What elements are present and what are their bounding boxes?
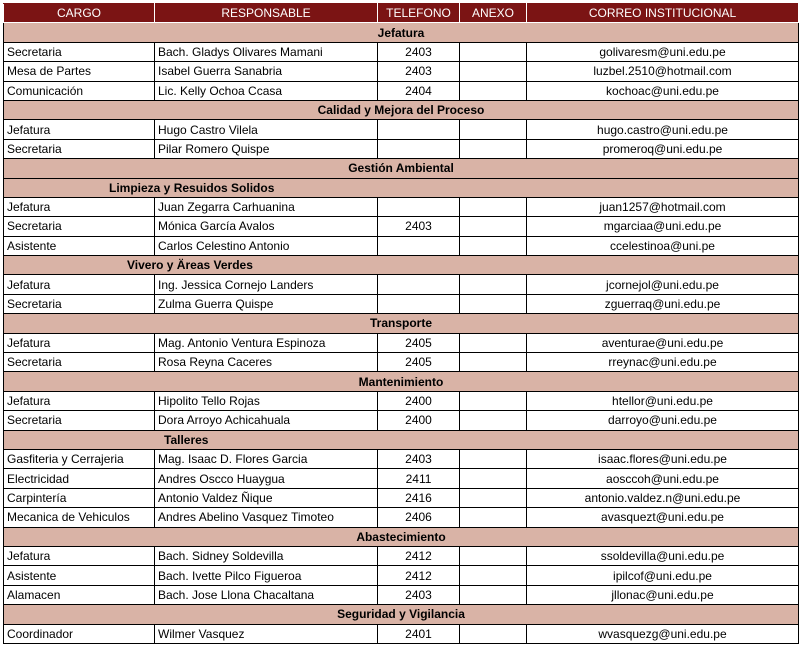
col-header-responsable: RESPONSABLE: [155, 4, 378, 23]
cell-anexo: [460, 585, 527, 604]
cell-anexo: [460, 139, 527, 158]
cell-correo: ccelestinoa@uni.pe: [527, 236, 799, 255]
table-row: [4, 508, 799, 527]
cell-telefono: 2403: [378, 62, 460, 81]
cell-correo: aosccoh@uni.edu.pe: [527, 469, 799, 488]
cell-cargo: Secretaria: [4, 294, 155, 313]
cell-anexo: [460, 411, 527, 430]
cell-telefono: [378, 197, 460, 216]
section-row: [4, 23, 799, 42]
cell-cargo: Jefatura: [4, 120, 155, 139]
cell-cargo: Alamacen: [4, 585, 155, 604]
table-row: [4, 624, 799, 643]
table-row: [4, 585, 799, 604]
cell-responsable: Bach. Ivette Pilco Figueroa: [155, 566, 378, 585]
cell-cargo: Coordinador: [4, 624, 155, 643]
cell-cargo: Jefatura: [4, 275, 155, 294]
cell-anexo: [460, 275, 527, 294]
table-row: [4, 294, 799, 313]
cell-telefono: 2405: [378, 333, 460, 352]
section-title: Mantenimiento: [4, 372, 799, 391]
cell-telefono: [378, 275, 460, 294]
cell-responsable: Carlos Celestino Antonio: [155, 236, 378, 255]
subsection-title: Limpieza y Resuidos Solidos: [4, 178, 799, 197]
cell-responsable: Dora Arroyo Achicahuala: [155, 411, 378, 430]
table-row: [4, 546, 799, 565]
cell-responsable: Rosa Reyna Caceres: [155, 353, 378, 372]
cell-responsable: Bach. Sidney Soldevilla: [155, 546, 378, 565]
cell-telefono: 2412: [378, 566, 460, 585]
section-row: [4, 605, 799, 624]
table-row: [4, 333, 799, 352]
cell-correo: juan1257@hotmail.com: [527, 197, 799, 216]
cell-correo: hugo.castro@uni.edu.pe: [527, 120, 799, 139]
cell-correo: wvasquezg@uni.edu.pe: [527, 624, 799, 643]
col-header-anexo: ANEXO: [460, 4, 527, 23]
table-row: [4, 62, 799, 81]
section-row: [4, 100, 799, 119]
table-row: [4, 42, 799, 61]
cell-anexo: [460, 62, 527, 81]
cell-cargo: Carpintería: [4, 488, 155, 507]
cell-responsable: Mag. Isaac D. Flores Garcia: [155, 449, 378, 468]
table-row: [4, 139, 799, 158]
cell-anexo: [460, 391, 527, 410]
cell-correo: jcornejol@uni.edu.pe: [527, 275, 799, 294]
section-title: Gestión Ambiental: [4, 159, 799, 178]
table-row: [4, 81, 799, 100]
cell-responsable: Mag. Antonio Ventura Espinoza: [155, 333, 378, 352]
cell-anexo: [460, 42, 527, 61]
cell-responsable: Mónica García Avalos: [155, 217, 378, 236]
cell-cargo: Mesa de Partes: [4, 62, 155, 81]
cell-cargo: Secretaria: [4, 42, 155, 61]
cell-correo: ssoldevilla@uni.edu.pe: [527, 546, 799, 565]
table-row: [4, 411, 799, 430]
cell-telefono: 2412: [378, 546, 460, 565]
cell-anexo: [460, 81, 527, 100]
cell-correo: ipilcof@uni.edu.pe: [527, 566, 799, 585]
col-header-correo: CORREO INSTITUCIONAL: [527, 4, 799, 23]
section-title: Seguridad y Vigilancia: [4, 605, 799, 624]
cell-cargo: Jefatura: [4, 546, 155, 565]
cell-cargo: Electricidad: [4, 469, 155, 488]
cell-telefono: [378, 139, 460, 158]
cell-telefono: 2403: [378, 585, 460, 604]
cell-responsable: Hugo Castro Vilela: [155, 120, 378, 139]
cell-responsable: Ing. Jessica Cornejo Landers: [155, 275, 378, 294]
cell-cargo: Comunicación: [4, 81, 155, 100]
cell-correo: promeroq@uni.edu.pe: [527, 139, 799, 158]
cell-correo: isaac.flores@uni.edu.pe: [527, 449, 799, 468]
cell-responsable: Lic. Kelly Ochoa Ccasa: [155, 81, 378, 100]
section-title: Abastecimiento: [4, 527, 799, 546]
cell-anexo: [460, 197, 527, 216]
cell-telefono: [378, 294, 460, 313]
table-row: [4, 353, 799, 372]
table-row: [4, 449, 799, 468]
cell-correo: luzbel.2510@hotmail.com: [527, 62, 799, 81]
cell-cargo: Secretaria: [4, 139, 155, 158]
cell-telefono: 2403: [378, 449, 460, 468]
cell-cargo: Mecanica de Vehiculos: [4, 508, 155, 527]
cell-anexo: [460, 488, 527, 507]
cell-cargo: Jefatura: [4, 391, 155, 410]
cell-telefono: 2401: [378, 624, 460, 643]
cell-anexo: [460, 469, 527, 488]
cell-telefono: 2403: [378, 217, 460, 236]
table-row: [4, 566, 799, 585]
cell-anexo: [460, 546, 527, 565]
cell-responsable: Andres Oscco Huaygua: [155, 469, 378, 488]
cell-cargo: Jefatura: [4, 333, 155, 352]
table-row: [4, 275, 799, 294]
cell-telefono: [378, 236, 460, 255]
cell-telefono: 2403: [378, 42, 460, 61]
cell-responsable: Zulma Guerra Quispe: [155, 294, 378, 313]
cell-correo: jllonac@uni.edu.pe: [527, 585, 799, 604]
subsection-row: [4, 256, 799, 275]
cell-anexo: [460, 294, 527, 313]
cell-cargo: Jefatura: [4, 197, 155, 216]
cell-anexo: [460, 508, 527, 527]
table-row: [4, 120, 799, 139]
cell-correo: kochoac@uni.edu.pe: [527, 81, 799, 100]
cell-correo: antonio.valdez.n@uni.edu.pe: [527, 488, 799, 507]
cell-cargo: Secretaria: [4, 411, 155, 430]
cell-correo: darroyo@uni.edu.pe: [527, 411, 799, 430]
cell-responsable: Wilmer Vasquez: [155, 624, 378, 643]
cell-telefono: 2405: [378, 353, 460, 372]
cell-anexo: [460, 353, 527, 372]
directory-table: [3, 3, 799, 644]
cell-cargo: Gasfiteria y Cerrajeria: [4, 449, 155, 468]
section-row: [4, 372, 799, 391]
cell-correo: mgarciaa@uni.edu.pe: [527, 217, 799, 236]
table-row: [4, 488, 799, 507]
cell-telefono: 2416: [378, 488, 460, 507]
cell-telefono: 2400: [378, 411, 460, 430]
col-header-cargo: CARGO: [4, 4, 155, 23]
table-row: [4, 197, 799, 216]
subsection-title: Talleres: [4, 430, 799, 449]
cell-responsable: Juan Zegarra Carhuanina: [155, 197, 378, 216]
cell-anexo: [460, 236, 527, 255]
cell-responsable: Hipolito Tello Rojas: [155, 391, 378, 410]
cell-correo: avasquezt@uni.edu.pe: [527, 508, 799, 527]
cell-responsable: Andres Abelino Vasquez Timoteo: [155, 508, 378, 527]
cell-responsable: Pilar Romero Quispe: [155, 139, 378, 158]
table-row: [4, 391, 799, 410]
cell-anexo: [460, 333, 527, 352]
cell-telefono: [378, 120, 460, 139]
cell-correo: htellor@uni.edu.pe: [527, 391, 799, 410]
col-header-telefono: TELEFONO: [378, 4, 460, 23]
cell-anexo: [460, 120, 527, 139]
section-row: [4, 527, 799, 546]
cell-correo: golivaresm@uni.edu.pe: [527, 42, 799, 61]
table-row: [4, 236, 799, 255]
cell-cargo: Asistente: [4, 566, 155, 585]
cell-cargo: Asistente: [4, 236, 155, 255]
cell-responsable: Antonio Valdez Ñique: [155, 488, 378, 507]
cell-telefono: 2411: [378, 469, 460, 488]
cell-cargo: Secretaria: [4, 353, 155, 372]
cell-cargo: Secretaria: [4, 217, 155, 236]
section-title: Calidad y Mejora del Proceso: [4, 100, 799, 119]
cell-correo: rreynac@uni.edu.pe: [527, 353, 799, 372]
section-row: [4, 159, 799, 178]
header-row: [4, 4, 799, 23]
cell-responsable: Isabel Guerra Sanabria: [155, 62, 378, 81]
cell-correo: aventurae@uni.edu.pe: [527, 333, 799, 352]
subsection-row: [4, 178, 799, 197]
cell-responsable: Bach. Gladys Olivares Mamani: [155, 42, 378, 61]
cell-anexo: [460, 566, 527, 585]
cell-anexo: [460, 449, 527, 468]
cell-telefono: 2400: [378, 391, 460, 410]
cell-anexo: [460, 624, 527, 643]
table-row: [4, 469, 799, 488]
cell-telefono: 2404: [378, 81, 460, 100]
subsection-row: [4, 430, 799, 449]
cell-responsable: Bach. Jose Llona Chacaltana: [155, 585, 378, 604]
section-title: Transporte: [4, 314, 799, 333]
cell-anexo: [460, 217, 527, 236]
section-row: [4, 314, 799, 333]
subsection-title: Vivero y Äreas Verdes: [4, 256, 799, 275]
cell-telefono: 2406: [378, 508, 460, 527]
cell-correo: zguerraq@uni.edu.pe: [527, 294, 799, 313]
section-title: Jefatura: [4, 23, 799, 42]
table-row: [4, 217, 799, 236]
